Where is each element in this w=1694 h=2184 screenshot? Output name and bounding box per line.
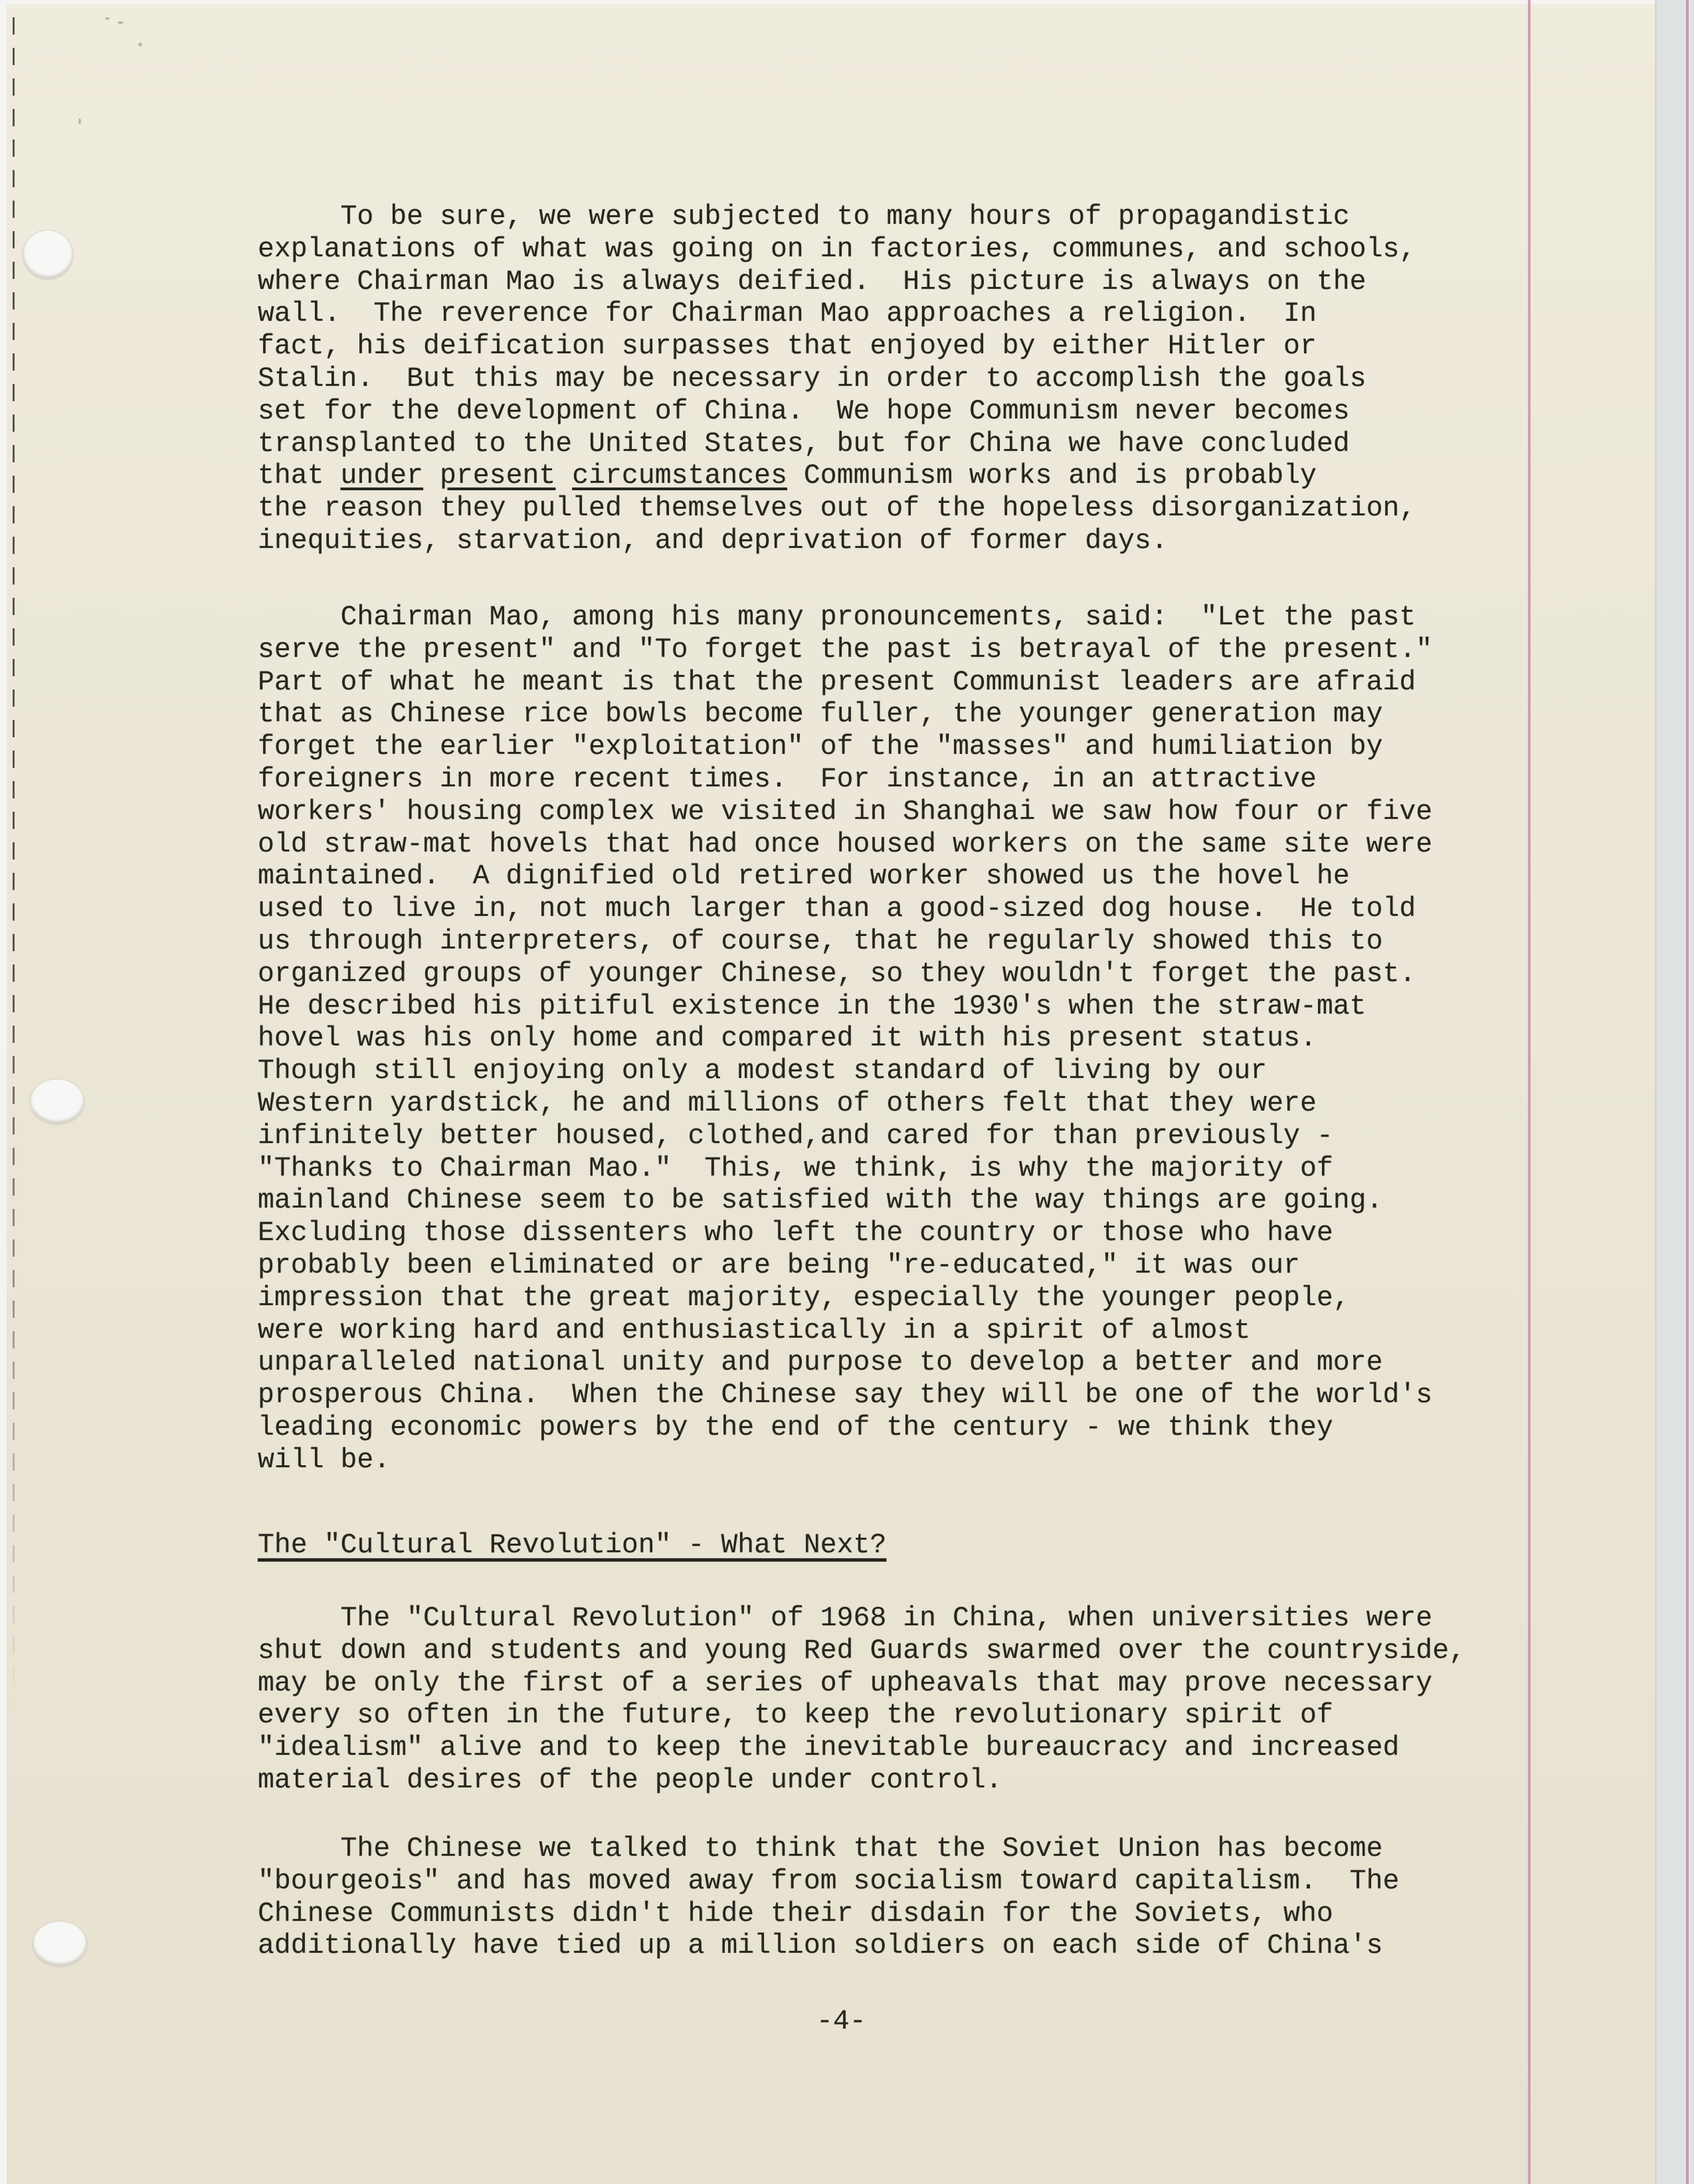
text-line: impression that the great majority, especially the younger people, <box>258 1282 1350 1314</box>
text-line: Chairman Mao, among his many pronouncements, said: "Let the past <box>258 602 1416 633</box>
text-line: "idealism" alive and to keep the inevitable bureaucracy and increased <box>258 1732 1400 1764</box>
text-line: will be. <box>258 1444 391 1476</box>
text-line: Stalin. But this may be necessary in order to accomplish the goals <box>258 363 1366 395</box>
para-2 <box>258 602 1432 1477</box>
text-line: "bourgeois" and has moved away from socialism toward capitalism. The <box>258 1865 1400 1897</box>
text-line: "Thanks to Chairman Mao." This, we think, is why the majority of <box>258 1152 1333 1184</box>
text-line: hovel was his only home and compared it with his present status. <box>258 1023 1317 1055</box>
text-line: old straw-mat hovels that had once housed workers on the same site were <box>258 828 1433 860</box>
text-line: The "Cultural Revolution" of 1968 in China, when universities were <box>258 1603 1433 1634</box>
text-line: used to live in, not much larger than a good-sized dog house. He told <box>258 893 1416 925</box>
text-line: Part of what he meant is that the present Communist leaders are afraid <box>258 666 1416 698</box>
text-line: the reason they pulled themselves out of the hopeless disorganization, <box>258 493 1416 525</box>
text-line: mainland Chinese seem to be satisfied with the way things are going. <box>258 1185 1383 1217</box>
text-line: Though still enjoying only a modest standard of living by our <box>258 1055 1268 1087</box>
text-line: Chinese Communists didn't hide their disdain for the Soviets, who <box>258 1898 1333 1930</box>
text-line: set for the development of China. We hope Communism never becomes <box>258 395 1350 427</box>
text-line: The Chinese we talked to think that the Soviet Union has become <box>258 1833 1383 1865</box>
text-line: were working hard and enthusiastically in a spirit of almost <box>258 1315 1251 1346</box>
text-line: fact, his deification surpasses that enjoyed by either Hitler or <box>258 331 1317 363</box>
text-line: To be sure, we were subjected to many hours of propagandistic <box>258 201 1350 232</box>
para-1 <box>258 201 1416 558</box>
para-4 <box>258 1833 1399 1963</box>
text-line: infinitely better housed, clothed,and cared for than previously - <box>258 1120 1333 1152</box>
section-heading <box>258 1530 886 1562</box>
text-line: additionally have tied up a million soldiers on each side of China's <box>258 1930 1383 1962</box>
text-line: probably been eliminated or are being "re-educated," it was our <box>258 1249 1300 1281</box>
text-line: may be only the first of a series of upheavals that may prove necessary <box>258 1667 1433 1699</box>
text-line: organized groups of younger Chinese, so they wouldn't forget the past. <box>258 958 1416 990</box>
page-number: -4- <box>816 2006 866 2037</box>
text-line: prosperous China. When the Chinese say they will be one of the world's <box>258 1380 1433 1411</box>
text-line: wall. The reverence for Chairman Mao approaches a religion. In <box>258 298 1317 330</box>
text-line: that under present circumstances Communism works and is probably <box>258 460 1317 492</box>
text-line: Excluding those dissenters who left the country or those who have <box>258 1218 1333 1249</box>
text-line: transplanted to the United States, but for China we have concluded <box>258 428 1350 460</box>
text-line: that as Chinese rice bowls become fuller, the younger generation may <box>258 699 1383 731</box>
text-line: shut down and students and young Red Guards swarmed over the countryside, <box>258 1635 1465 1667</box>
text-line: material desires of the people under control. <box>258 1764 1002 1796</box>
text-line: He described his pitiful existence in the 1930's when the straw-mat <box>258 990 1366 1022</box>
para-3 <box>258 1603 1465 1797</box>
text-line: every so often in the future, to keep the revolutionary spirit of <box>258 1700 1333 1732</box>
text-line: leading economic powers by the end of the century - we think they <box>258 1411 1333 1443</box>
text-line: unparalleled national unity and purpose to develop a better and more <box>258 1347 1383 1379</box>
text-line: workers' housing complex we visited in Shanghai we saw how four or five <box>258 796 1433 828</box>
text-line: inequities, starvation, and deprivation of former days. <box>258 525 1168 557</box>
text-line: where Chairman Mao is always deified. His picture is always on the <box>258 266 1366 298</box>
text-line: maintained. A dignified old retired worker showed us the hovel he <box>258 861 1350 893</box>
text-line: foreigners in more recent times. For instance, in an attractive <box>258 763 1317 795</box>
text-line: forget the earlier "exploitation" of the "masses" and humiliation by <box>258 731 1383 763</box>
text-line: explanations of what was going on in factories, communes, and schools, <box>258 233 1416 265</box>
text-line: Western yardstick, he and millions of others felt that they were <box>258 1087 1317 1119</box>
text-line: serve the present" and "To forget the past is betrayal of the present." <box>258 634 1433 666</box>
text-line: The "Cultural Revolution" - What Next? <box>258 1530 887 1561</box>
text-line: us through interpreters, of course, that he regularly showed this to <box>258 925 1383 957</box>
